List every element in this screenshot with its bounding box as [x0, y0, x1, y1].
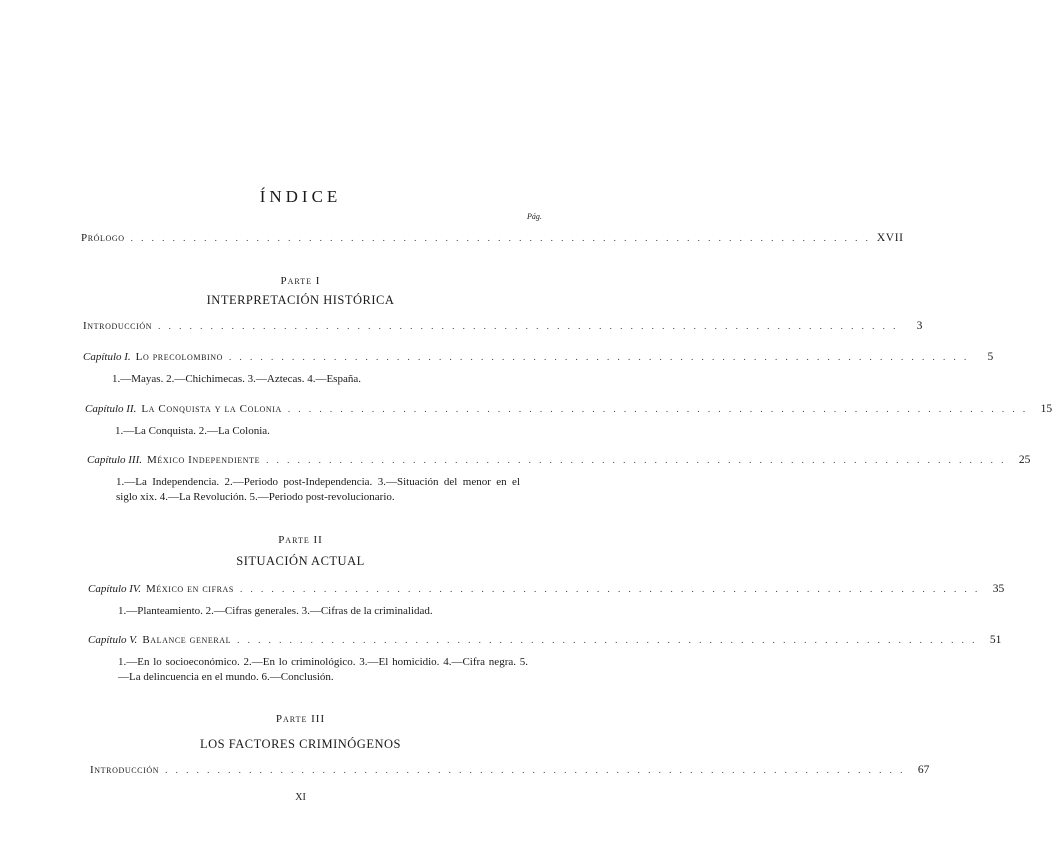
toc-page-number: 25	[1018, 454, 1031, 466]
leader-dots: . . . . . . . . . . . . . . . . . . . . . . . . . . . . . . . . . . . . . . . . . . . . . . . . . . . . . . . . . . . . . . . . . . . . . . .	[130, 233, 871, 243]
chapter-number: Capítulo V.	[88, 634, 138, 646]
chapter-number: Capítulo I.	[83, 351, 131, 363]
chapter-title: México en cifras	[145, 583, 234, 595]
toc-entry-capitulo-2[interactable]	[85, 403, 1052, 415]
toc-page-number: 67	[917, 764, 930, 776]
toc-entry-label: Introducción	[90, 764, 160, 776]
chapter-title: Balance general	[142, 634, 232, 646]
toc-page-number: 5	[987, 351, 994, 363]
part-heading-3: Parte III	[275, 713, 326, 725]
chapter-subsections: 1.—La Independencia. 2.—Periodo post-Independencia. 3.—Situación del menor en el siglo xix. 4.—La Revolución. 5.—Periodo post-revolucionario.	[116, 476, 520, 503]
toc-entry-prologo[interactable]	[81, 232, 904, 244]
chapter-title: Lo precolombino	[135, 351, 224, 363]
chapter-subsections: 1.—En lo socioeconómico. 2.—En lo criminológico. 3.—El homicidio. 4.—Cifra negra. 5.—La delincuencia en el mundo. 6.—Conclusión.	[118, 656, 528, 683]
chapter-number: Capítulo II.	[85, 403, 137, 415]
leader-dots: . . . . . . . . . . . . . . . . . . . . . . . . . . . . . . . . . . . . . . . . . . . . . . . . . . . . . . . . . . . . . . . . . . . . . . .	[237, 635, 978, 645]
toc-entry-introduccion-1[interactable]	[83, 320, 923, 332]
toc-page-number: 3	[916, 320, 923, 332]
part-title-1: INTERPRETACIÓN HISTÓRICA	[206, 293, 395, 307]
chapter-subsections: 1.—Mayas. 2.—Chichimecas. 3.—Aztecas. 4.—España.	[112, 373, 361, 385]
toc-page-number: XVII	[876, 232, 904, 244]
chapter-subsections: 1.—La Conquista. 2.—La Colonia.	[115, 425, 270, 437]
chapter-title: México Independiente	[147, 454, 261, 466]
part-heading-2: Parte II	[278, 534, 323, 546]
chapter-title: La Conquista y la Colonia	[141, 403, 282, 415]
toc-entry-introduccion-3[interactable]	[90, 764, 930, 776]
chapter-number: Capítulo IV.	[88, 583, 141, 595]
part-title-3: LOS FACTORES CRIMINÓGENOS	[200, 737, 401, 751]
part-title-2: SITUACIÓN ACTUAL	[236, 554, 365, 568]
toc-entry-label: Introducción	[83, 320, 153, 332]
toc-entry-capitulo-3[interactable]	[87, 454, 1031, 466]
toc-entry-capitulo-5[interactable]	[88, 634, 1002, 646]
page-column-header: Pág.	[527, 212, 542, 221]
toc-page-number: 15	[1040, 403, 1052, 415]
toc-page-number: 51	[989, 634, 1002, 646]
part-heading-1: Parte I	[280, 275, 321, 287]
toc-entry-capitulo-4[interactable]	[88, 583, 1005, 595]
leader-dots: . . . . . . . . . . . . . . . . . . . . . . . . . . . . . . . . . . . . . . . . . . . . . . . . . . . . . . . . . . . . . . . . . . . . . . .	[229, 352, 970, 362]
toc-entry-capitulo-1[interactable]	[83, 351, 994, 363]
leader-dots: . . . . . . . . . . . . . . . . . . . . . . . . . . . . . . . . . . . . . . . . . . . . . . . . . . . . . . . . . . . . . . . . . . . . . . .	[266, 455, 1007, 465]
toc-entry-label: Prólogo	[81, 232, 125, 244]
leader-dots: . . . . . . . . . . . . . . . . . . . . . . . . . . . . . . . . . . . . . . . . . . . . . . . . . . . . . . . . . . . . . . . . . . . . . . .	[165, 765, 906, 775]
leader-dots: . . . . . . . . . . . . . . . . . . . . . . . . . . . . . . . . . . . . . . . . . . . . . . . . . . . . . . . . . . . . . . . . . . . . . . .	[158, 321, 899, 331]
page-folio: XI	[295, 792, 306, 803]
toc-page-number: 35	[992, 583, 1005, 595]
leader-dots: . . . . . . . . . . . . . . . . . . . . . . . . . . . . . . . . . . . . . . . . . . . . . . . . . . . . . . . . . . . . . . . . . . . . . . .	[287, 404, 1029, 414]
page-title: ÍNDICE	[259, 187, 342, 206]
leader-dots: . . . . . . . . . . . . . . . . . . . . . . . . . . . . . . . . . . . . . . . . . . . . . . . . . . . . . . . . . . . . . . . . . . . . . . .	[239, 584, 981, 594]
chapter-subsections: 1.—Planteamiento. 2.—Cifras generales. 3.—Cifras de la criminalidad.	[118, 605, 433, 617]
chapter-number: Capítulo III.	[87, 454, 142, 466]
